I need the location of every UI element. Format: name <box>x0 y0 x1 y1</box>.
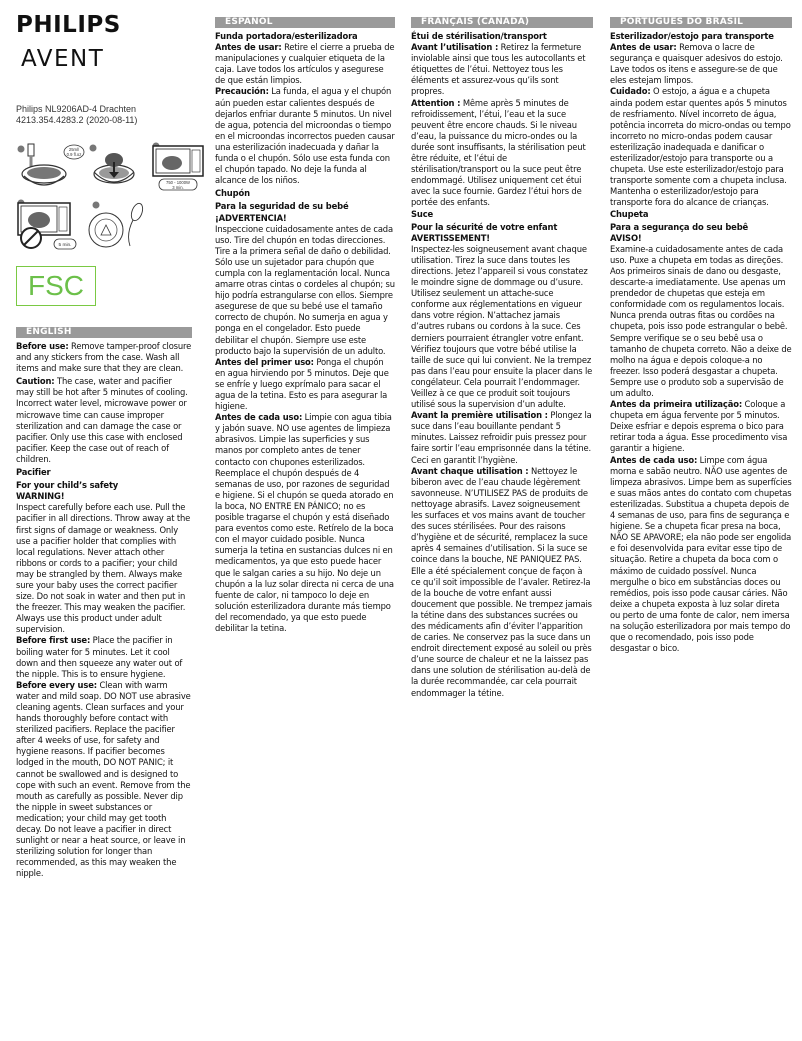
first-use-label: Avant la première utilisation : <box>411 410 548 421</box>
case-heading: Étui de stérilisation/transport <box>411 31 547 41</box>
first-use-label: Before first use: <box>16 635 91 646</box>
english-text <box>16 341 192 880</box>
caution-label: Precaución: <box>215 86 269 97</box>
every-use-text: Nettoyez le biberon avec de l’eau chaude légèrement savonneuse. N’UTILISEZ PAS de produits de nettoyage abrasifs. Lavez soigneusement les surfaces et vos mains avant de toucher des suces stérilisées. Pour des raisons d’hygiène et de sécurité, remplacez la suce après 4 semaines d’utilisation. Si la suce se coince dans la bouche, NE PANIQUEZ PAS. Elle a été spécialement conçue de façon à ce qu’il soit impossible de l’avaler. Retirez-la de la bouche de votre enfant aussi doucement que possible. Ne trempez jamais la tétine dans des substances sucrées ou des médicaments afin d’éviter l’apparition de caries. Ne conservez pas la suce dans un endroit directement exposé au soleil ou près d’une source de chaleur et ne la laissez pas dans une solution de stérilisation au-delà de la durée recommandée, car cela pourrait endommager la tétine. <box>411 465 592 698</box>
first-use-text: Ponga el chupón en agua hirviendo por 5 minutos. Deje que se enfríe y luego exprímalo para sacar el agua de la tetina. Esto es para asegurar la higiene. <box>215 356 389 412</box>
portuguese-text <box>610 31 792 654</box>
svg-text:750 - 1000W: 750 - 1000W <box>166 180 190 185</box>
spanish-section <box>215 17 395 634</box>
every-use-label: Before every use: <box>16 679 97 690</box>
before-use-label: Antes de usar: <box>215 42 282 53</box>
language-header-english: ENGLISH <box>16 327 192 338</box>
every-use-paragraph <box>215 412 395 634</box>
warning-text: Examine-a cuidadosamente antes de cada uso. Puxe a chupeta em todas as direções. Aos primeiros sinais de dano ou desgaste, descarte-a imediatamente. Use apenas um prendedor de chupetas que esteja em conformidade com os regulamentos locais. Nunca prenda outras fitas ou cordões na chupeta, pois isso pode estrangular o bebê. Sempre verifique se o seu bebê usa o tamanho de chupeta correto. Não a deixe de molho na água e depois coloque-a no freezer. Isso poderá desgastar a chupeta. Sempre use o produto sob a supervisão de um adulto. <box>610 243 792 398</box>
before-use-text: Retirez la fermeture inviolable ainsi que tous les autocollants et étiquettes de l’étui. Nettoyez tous les éléments et assurez-vous qu’ils sont propres. <box>411 42 586 97</box>
french-section <box>411 17 593 699</box>
before-use-label: Before use: <box>16 341 69 351</box>
caution-text: Même après 5 minutes de refroidissement, l’étui, l’eau et la suce peuvent être encore chauds. Si le niveau d’eau, la puissance du micro-ondes ou la durée sont insuffisants, la stérilisation peut être réduite, et l’étui de stérilisation/transport ou la suce peut être endommagé. Utilisez uniquement cet étui avec la suce fournie. Gardez l’étui hors de portée des enfants. <box>411 97 586 208</box>
first-use-text: Coloque a chupeta em água fervente por 5 minutos. Deixe esfriar e depois esprema o bico para retirar toda a água. Esse procedimento visa garantir a higiene. <box>610 399 788 454</box>
warning-heading: AVISO! <box>610 232 642 243</box>
caution-text: O estojo, a água e a chupeta ainda podem estar quentes após 5 minutos de resfriamento. Nível incorreto de água, potência incorreta do micro-ondas ou tempo incorreto no micro-ondas podem causar esterilização inadequada e danificar o esterilizador/estojo para transporte ou a chupeta. Use este esterilizador/estojo para transporte somente com a chupeta inclusa. Mantenha o esterilizador/estojo para transporte fora do alcance de crianças. <box>610 86 791 208</box>
before-use-text: Retire el cierre a prueba de manipulaciones y cualquier etiqueta de la caja. Lave todos los artículos y asegurese de que están limpios. <box>215 42 395 86</box>
safety-heading: Pour la sécurité de votre enfant <box>411 221 558 232</box>
svg-text:3 min.: 3 min. <box>172 185 184 190</box>
warning-heading: AVERTISSEMENT! <box>411 232 490 243</box>
french-text <box>411 31 593 699</box>
warning-text: Inspect carefully before each use. Pull the pacifier in all directions. Throw away at the first signs of damage or weakness. Only use a pacifier holder that complies with local regulations. Never attach other ribbons or cords to a pacifier; your child may be strangled by them. Always make sure your baby uses the correct pacifier size. Do not soak in water and then put in the freezer. This may weaken the pacifier. Always use this product under adult supervision. <box>16 502 191 635</box>
svg-text:0.9 fl.oz: 0.9 fl.oz <box>66 152 82 157</box>
first-use-text: Place the pacifier in boiling water for 5 minutes. Let it cool down and then squeeze any water out of the nipple. This is to ensure hygiene. <box>16 635 183 679</box>
pacifier-heading: Suce <box>411 208 434 219</box>
language-header-portuguese: PORTUGUÊS DO BRASIL <box>610 17 792 28</box>
caution-text: The case, water and pacifier may still be hot after 5 minutes of cooling. Incorrect water level, microwave power or microwave time can cause improper sterilization and can damage the case or pacifier. Only use this case with enclosed pacifier. Keep the case out of reach of children. <box>16 376 188 464</box>
caution-label: Attention : <box>411 97 461 108</box>
philips-logo: PHILIPS <box>16 12 121 38</box>
svg-text:25ml/: 25ml/ <box>68 147 80 152</box>
language-header-french: FRANÇAIS (CANADA) <box>411 17 593 28</box>
every-use-label: Avant chaque utilisation : <box>411 465 529 476</box>
first-use-paragraph <box>16 635 192 679</box>
first-use-paragraph <box>610 399 792 454</box>
portuguese-section <box>610 17 792 654</box>
first-use-paragraph <box>411 410 593 465</box>
warning-text: Inspeccione cuidadosamente antes de cada uso. Tire del chupón en todas direcciones. Tire a la primera señal de daño o debilidad. Sólo use un sujetador para chupón que cumpla con la reglamentación local. Nunca amarre otras cintas o cordeles al chupón; su hijo podría estrangularse con ellos. Siempre asegurese de que su bebé use el tamaño correcto de chupón. No sumerja en agua y ponga en el congelador. Esto puede debilitar el chupón. Siempre use este producto bajo la supervisión de un adulto. <box>215 223 395 356</box>
warning-text: Inspectez-les soigneusement avant chaque utilisation. Tirez la suce dans toutes les directions. Jetez l’appareil si vous constatez le moindre signe de dommage ou d’usure. Utilisez seulement un attache-suce conforme aux réglementations en vigueur dans votre région. N’attachez jamais d’autres rubans ou cordons à la suce. Ces derniers pourraient étrangler votre enfant. Vérifiez toujours que votre bébé utilise la taille de suce qui lui convient. Ne la trempez pas dans l’eau pour ensuite la placer dans le congélateur. Cela pourrait l’endommager. Veillez à ce que ce produit soit toujours utilisé sous la supervision d’un adulte. <box>411 243 593 410</box>
model-info <box>16 104 137 126</box>
case-heading: Esterilizador/estojo para transporte <box>610 31 774 41</box>
before-use-paragraph <box>610 42 792 86</box>
caution-text: La funda, el agua y el chupón aún pueden estar calientes después de dejarlos enfriar durante 5 minutos. Un nivel de agua, potencia del microondas o tiempo en el microondas incorrectos pueden causar una esterilización inadecuada y dañar la funda o el chupón. Sólo use esta funda con el chupón tapado. No deje la funda al alcance de los niños. <box>215 86 395 186</box>
before-use-label: Avant l’utilisation : <box>411 42 499 53</box>
model-name: Philips NL9206AD-4 Drachten <box>16 104 137 114</box>
fsc-logo: FSC <box>16 266 96 306</box>
first-use-label: Antes da primeira utilização: <box>610 399 743 410</box>
safety-heading: Para la seguridad de su bebé <box>215 201 349 212</box>
safety-heading: For your child’s safety <box>16 480 119 491</box>
svg-text:5 min.: 5 min. <box>58 243 72 248</box>
language-header-spanish: ESPAÑOL <box>215 17 395 28</box>
first-use-label: Antes del primer uso: <box>215 356 314 367</box>
caution-paragraph <box>215 86 395 186</box>
case-heading: Funda portadora/esterilizadora <box>215 31 358 41</box>
avent-logo: AVENT <box>21 46 105 72</box>
every-use-paragraph <box>16 680 192 880</box>
every-use-paragraph <box>411 466 593 699</box>
pacifier-heading: Pacifier <box>16 467 51 478</box>
caution-paragraph <box>411 98 593 209</box>
caution-label: Caution: <box>16 376 55 387</box>
english-section <box>16 327 192 880</box>
before-use-paragraph <box>411 42 593 97</box>
every-use-text: Limpe com água morna e sabão neutro. NÃO use agentes de limpeza abrasivos. Limpe bem as superfícies e suas mãos antes do contato com chupetas esterilizadas. Substitua a chupeta depois de 4 semanas de uso, para fins de segurança e higiene. Se a chupeta ficar presa na boca, NÃO SE APAVORE; ela não pode ser engolida e foi desenvolvida para evitar esse tipo de situação. Retire a chupeta da boca com o máximo de cuidado possível. Nunca mergulhe o bico em substâncias doces ou remédios, pois isso pode causar cáries. Não deixe a chupeta exposta à luz solar direta ou perto de uma fonte de calor, nem imersa na solução esterilizadora por mais tempo do que o recomendado, pois isso pode desgastar o bico. <box>610 454 792 654</box>
document-code: 4213.354.4283.2 (2020-08-11) <box>16 115 138 125</box>
every-use-text: Clean with warm water and mild soap. DO NOT use abrasive cleaning agents. Clean surfaces and your hands thoroughly before contact with sterilized pacifiers. Replace the pacifier after 4 weeks of use, for safety and hygiene reasons. If pacifier becomes lodged in the mouth, DO NOT PANIC; it cannot be swallowed and is designed to cope with such an event. Remove from the mouth as carefully as possible. Never dip the nipple in sweet substances or medication; your child may get tooth decay. Do not leave a pacifier in direct sunlight or near a heat source, or leave in sterilizing solution for longer than recommended, as this may weaken the nipple. <box>16 679 191 879</box>
before-use-paragraph <box>16 341 192 374</box>
caution-label: Cuidado: <box>610 86 651 97</box>
caution-paragraph <box>610 86 792 208</box>
before-use-text: Remove tamper-proof closure and any stickers from the case. Wash all items and make sure that they are clean. <box>16 341 192 374</box>
every-use-label: Antes de cada uso: <box>610 454 698 465</box>
caution-paragraph <box>16 376 192 465</box>
warning-heading: ¡ADVERTENCIA! <box>215 212 287 223</box>
every-use-text: Limpie con agua tibia y jabón suave. NO use agentes de limpieza abrasivos. Limpie las superficies y sus manos por completo antes de tener contacto con chupones esterilizados. Reemplace el chupón después de 4 semanas de uso, por razones de seguridad e higiene. Si el chupón se queda atorado en la boca, NO ENTRE EN PÁNICO; no es posible tragarse el chupón y está diseñado para eventos como este. Retírelo de la boca con el mayor cuidado posible. Nunca sumerja la tetina en sustancias dulces ni en medicamentos, ya que esto puede hacer que le salgan caries a su hijo. No deje un chupón a la luz solar directa ni cerca de una fuente de calor, ni tampoco lo deje en solución esterilizadora durante más tiempo del recomendado, ya que esto puede debilitar la tetina. <box>215 412 394 633</box>
every-use-paragraph <box>610 455 792 655</box>
every-use-label: Antes de cada uso: <box>215 412 303 423</box>
safety-heading: Para a segurança do seu bebê <box>610 221 749 232</box>
pacifier-heading: Chupeta <box>610 208 649 219</box>
instruction-illustrations <box>14 142 204 252</box>
before-use-label: Antes de usar: <box>610 42 677 53</box>
step-1-fill-water-icon <box>14 142 204 252</box>
first-use-paragraph <box>215 357 395 412</box>
pacifier-heading: Chupón <box>215 188 250 199</box>
before-use-text: Remova o lacre de segurança e quaisquer adesivos do estojo. Lave todos os itens e assegure-se de que eles estejam limpos. <box>610 42 783 86</box>
first-use-text: Plongez la suce dans l’eau bouillante pendant 5 minutes. Laissez refroidir puis pressez pour faire sortir l’eau emprisonnée dans la tétine. Ceci en garantit l’hygiène. <box>411 410 592 465</box>
warning-heading: WARNING! <box>16 491 65 502</box>
before-use-paragraph <box>215 42 395 86</box>
spanish-text <box>215 31 395 634</box>
